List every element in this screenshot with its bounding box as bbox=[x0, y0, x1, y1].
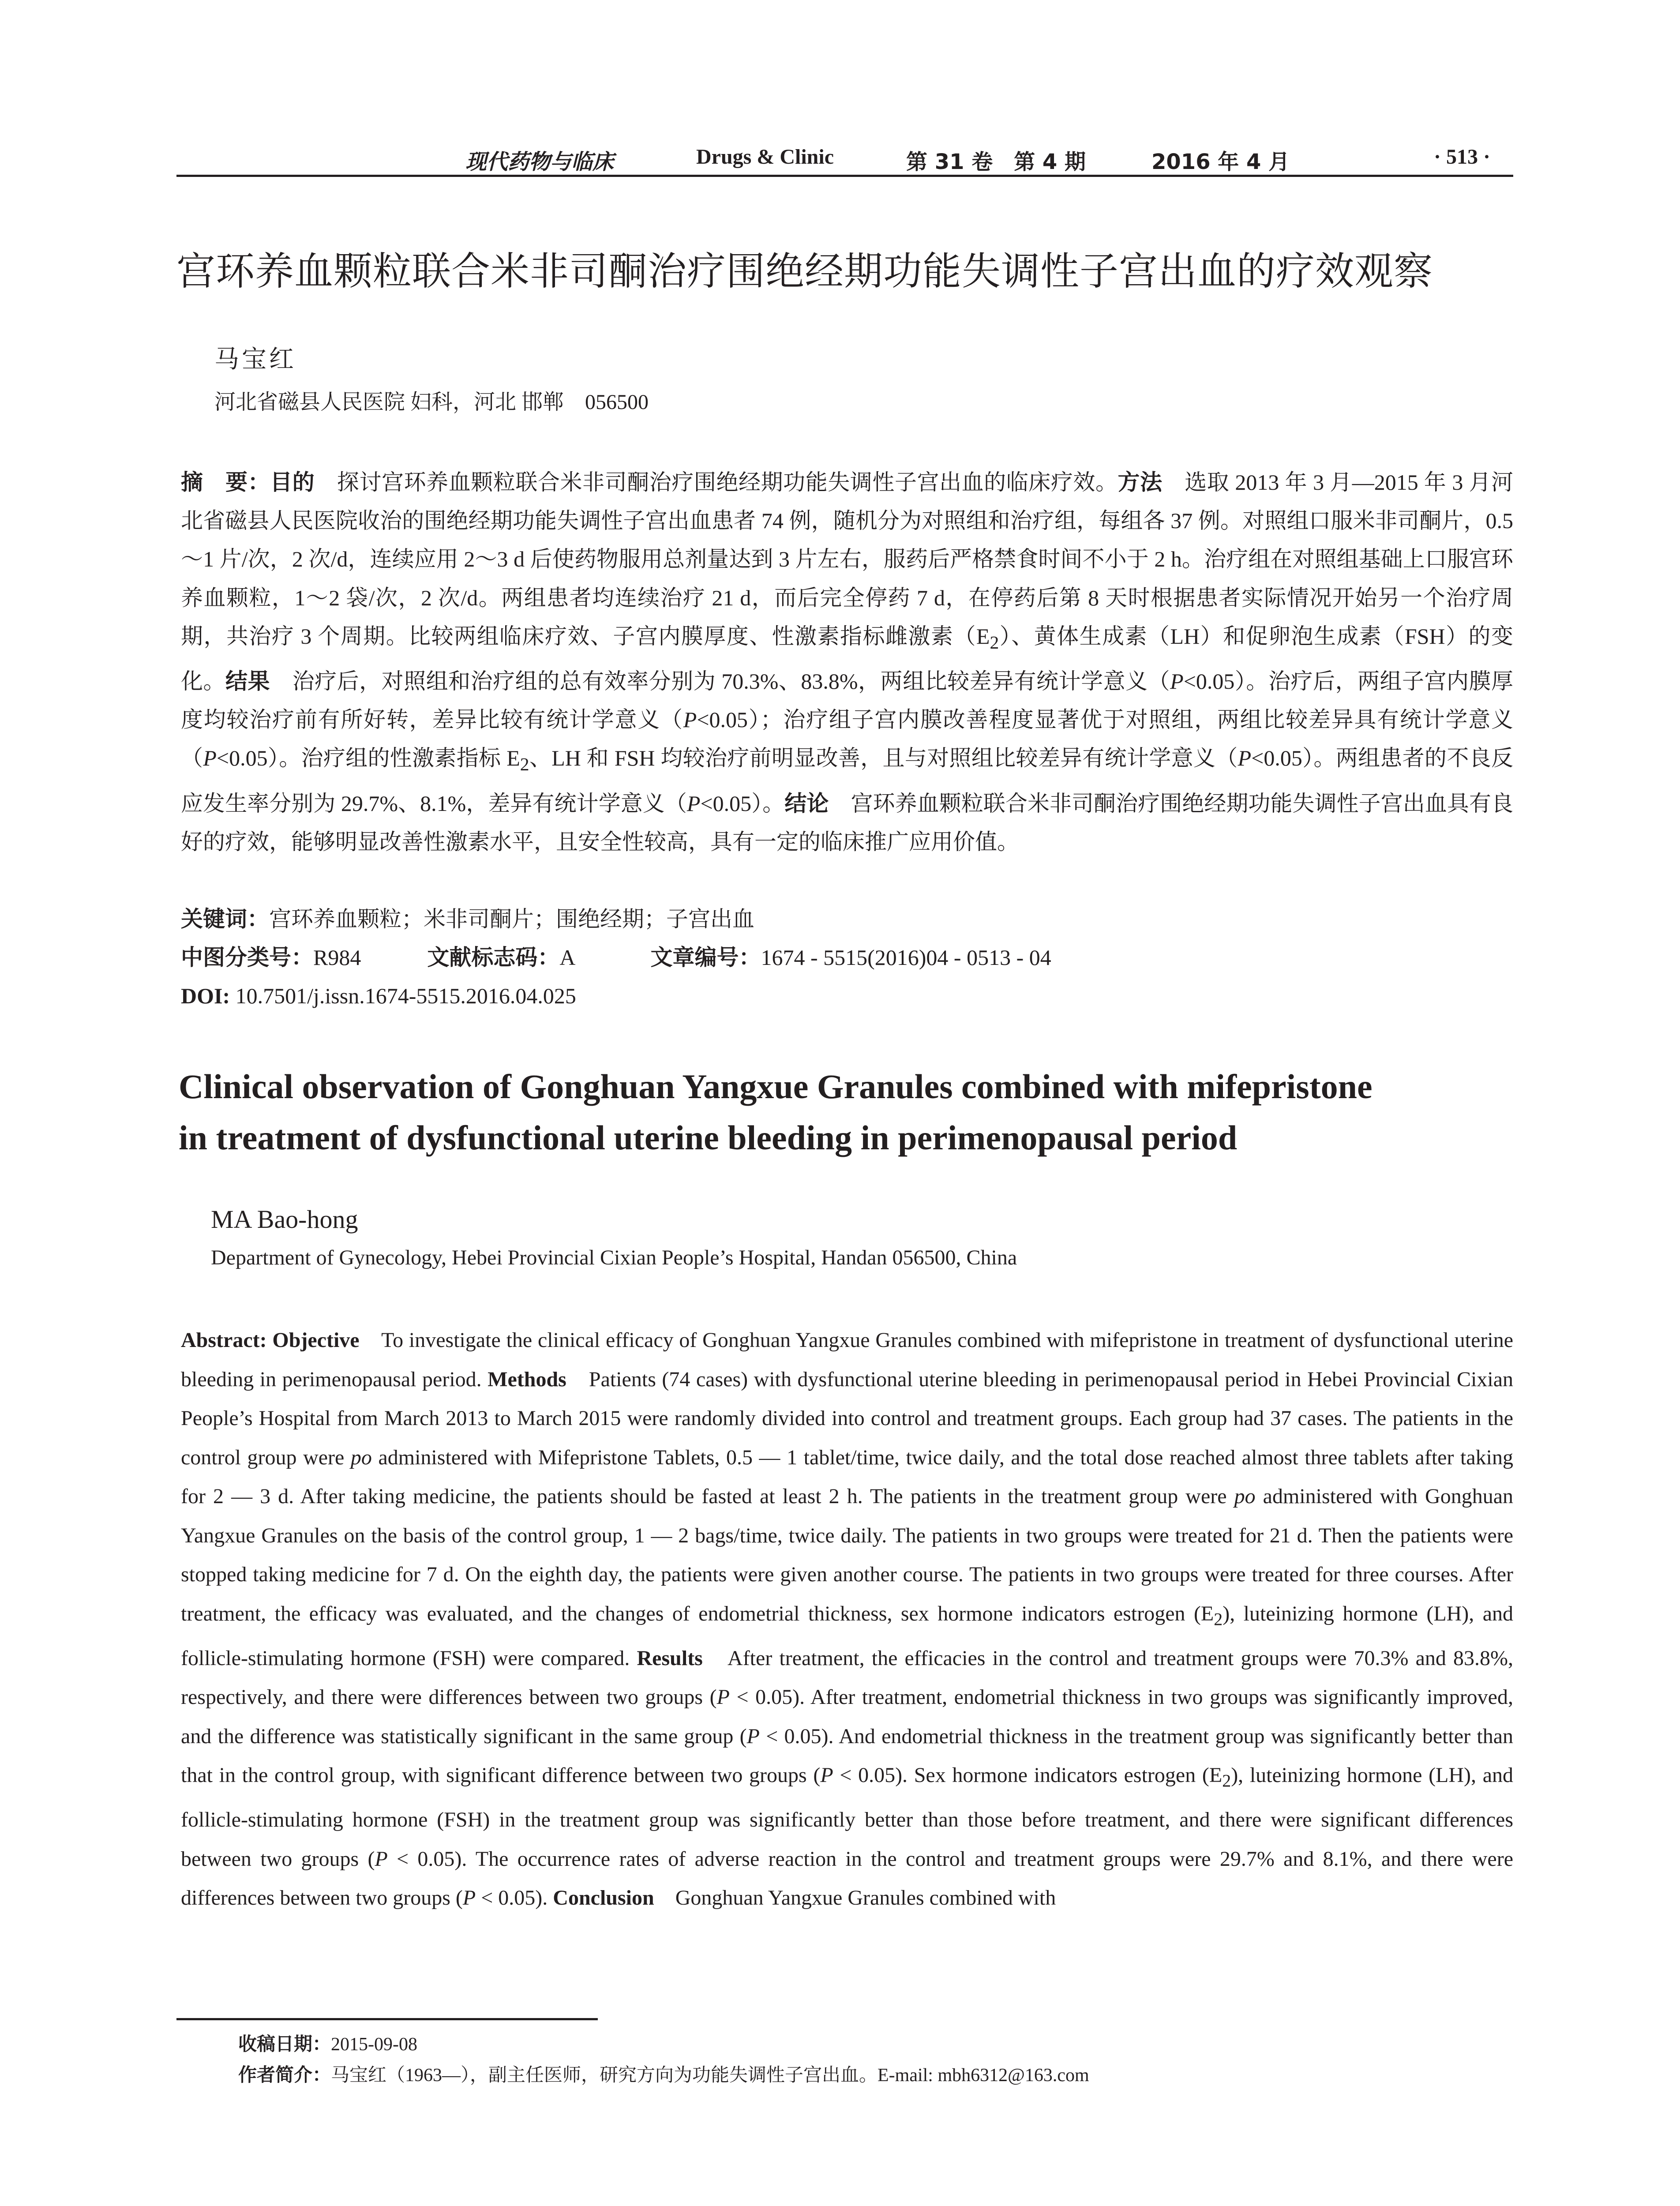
received-date bbox=[238, 2030, 417, 2056]
p-symbol: P bbox=[1238, 746, 1252, 771]
abstract-en-label: Abstract: Objective bbox=[181, 1328, 360, 1352]
received-label: 收稿日期： bbox=[238, 2033, 331, 2055]
subscript-2: 2 bbox=[990, 632, 999, 653]
subscript-2: 2 bbox=[1222, 1771, 1231, 1791]
results-text-cn: 治疗后，对照组和治疗组的总有效率分别为 70.3%、83.8%，两组比较差异有统计学意义（ bbox=[270, 669, 1170, 694]
title-en bbox=[179, 1061, 1524, 1163]
conclusion-label-en: Conclusion bbox=[553, 1886, 654, 1910]
volume-issue: 第 31 卷 第 4 期 bbox=[906, 150, 1086, 174]
results-label-cn: 结果 bbox=[225, 668, 270, 694]
results-text-en: < 0.05). The occurrence rates of adverse reaction in the control and treatment groups were 29.7% and 8.1%, and there were differences between two groups ( bbox=[181, 1847, 1514, 1910]
methods-text-en: administered with Gonghuan Yangxue Granules on the basis of the control group, 1 — 2 bags/time, twice daily. The patients in two groups were treated for 21 d. Then the patients were stopped taking medicine for 7 d. On the eighth day, the patients were given another course. The patients in two groups were treated for three courses. After treatment, the efficacy was evaluated, and the changes of endometrial thickness, sex hormone indicators estrogen (E bbox=[181, 1485, 1513, 1625]
methods-text-en: administered with Mifepristone Tablets, 0.5 — 1 tablet/time, twice daily, and the total dose reached almost three tablets after taking for 2 — 3 d. After taking medicine, the patients should be fasted at least 2 h. The patients in the treatment group were bbox=[181, 1445, 1514, 1508]
results-text-cn: <0.05）。治疗组的性激素指标 E bbox=[216, 746, 520, 771]
results-text-cn: <0.05）；治疗组子宫内膜改善程度显著优于对照组，两组比较差异具有统计学意义（ bbox=[181, 707, 1513, 771]
p-symbol: P bbox=[1170, 669, 1184, 694]
p-symbol: P bbox=[820, 1763, 833, 1787]
p-symbol: P bbox=[686, 791, 701, 816]
results-text-cn: <0.05）。 bbox=[700, 791, 785, 816]
running-header bbox=[176, 142, 1513, 177]
conclusion-label-cn: 结论 bbox=[784, 790, 829, 816]
methods-text-cn: 选取 2013 年 3 月—2015 年 3 月河北省磁县人民医院收治的围绝经期功能失调性子宫出血患者 74 例，随机分为对照组和治疗组，每组各 37 例。对照组口服米非司酮片，0.5～1 片/次，2 次/d，连续应用 2～3 d 后使药物服用总剂量达到 3 片左右，服药后严格禁食时间不小于 2 h。治疗组在对照组基础上口服宫环养血颗粒，1～2 袋/次，2 次/d。两组患者均连续治疗 21 d，而后完全停药 7 d，在停药后第 8 天时根据患者实际情况开始另一个治疗周期，共治疗 3 个周期。比较两组临床疗效、子宫内膜厚度、性激素指标雌激素（E bbox=[181, 470, 1514, 649]
results-text-en: < 0.05). After treatment, endometrial thickness in two groups was significantly improved, and the difference was statistically significant in the same group ( bbox=[181, 1685, 1513, 1748]
keywords: 宫环养血颗粒；米非司酮片；围绝经期；子宫出血 bbox=[269, 907, 754, 931]
objective-text-cn: 探讨宫环养血颗粒联合米非司酮治疗围绝经期功能失调性子宫出血的临床疗效。 bbox=[315, 470, 1118, 495]
p-symbol: P bbox=[746, 1724, 760, 1748]
abstract-cn-label: 摘 要： bbox=[181, 469, 270, 495]
methods-label-en: Methods bbox=[488, 1367, 566, 1391]
p-symbol: P bbox=[203, 746, 217, 771]
title-en-line: Clinical observation of Gonghuan Yangxue Granules combined with mifepristone bbox=[179, 1067, 1372, 1106]
results-text-en: < 0.05). bbox=[476, 1886, 553, 1910]
results-text-cn: 、LH 和 FSH 均较治疗前明显改善，且与对照组比较差异有统计学意义（ bbox=[529, 746, 1238, 771]
clc-number: R984 bbox=[313, 945, 361, 970]
results-label-en: Results bbox=[637, 1646, 703, 1670]
p-symbol: P bbox=[683, 707, 697, 732]
methods-text-en: Patients (74 cases) with dysfunctional uterine bleeding in perimenopausal period in Hebei Provincial Cixian People’s Hospital from March 2013 to March 2015 were randomly divided into control and treatment groups. Each group had 37 cases. The patients in the control group were bbox=[181, 1367, 1514, 1469]
doi-label: DOI: bbox=[181, 983, 230, 1008]
methods-tail-cn: ）、黄体生成素（LH）和促卵泡生成素（FSH）的变化。 bbox=[181, 623, 1514, 694]
p-symbol: P bbox=[462, 1886, 476, 1910]
results-text-en: ), luteinizing hormone (LH), and follicle-stimulating hormone (FSH) in the treatment group was significantly better than those before treatment, and there were significant differences between two groups ( bbox=[181, 1763, 1513, 1871]
keywords-label: 关键词： bbox=[181, 906, 269, 932]
document-code-label: 文献标志码： bbox=[427, 945, 560, 970]
objective-text-en: To investigate the clinical efficacy of Gonghuan Yangxue Granules combined with mifepristone in treatment of dysfunctional uterine bleeding in perimenopausal period. bbox=[181, 1328, 1514, 1391]
p-symbol: P bbox=[716, 1685, 730, 1709]
doi-row bbox=[181, 977, 1513, 1015]
abstract-en-body bbox=[181, 1321, 1513, 1918]
received-value: 2015-09-08 bbox=[331, 2034, 417, 2055]
keywords-row bbox=[181, 900, 1513, 938]
affiliation-en: Department of Gynecology, Hebei Provincial Cixian People’s Hospital, Handan 056500, China bbox=[211, 1246, 1017, 1269]
objective-label-cn: 目的 bbox=[270, 469, 315, 495]
subscript-2: 2 bbox=[520, 754, 529, 775]
abstract-en bbox=[181, 1321, 1513, 1918]
classification-row bbox=[181, 938, 1513, 977]
author-bio-text: 马宝红（1963—），副主任医师，研究方向为功能失调性子宫出血。E-mail: mbh6312@163.com bbox=[331, 2065, 1089, 2086]
conclusion-text-cn: 宫环养血颗粒联合米非司酮治疗围绝经期功能失调性子宫出血具有良好的疗效，能够明显改善性激素水平，且安全性较高，具有一定的临床推广应用价值。 bbox=[181, 791, 1513, 854]
article-metadata bbox=[181, 900, 1513, 1015]
author-cn: 马宝红 bbox=[214, 345, 296, 374]
author-bio-label: 作者简介： bbox=[238, 2064, 331, 2086]
results-text-en: < 0.05). Sex hormone indicators estrogen (E bbox=[833, 1763, 1222, 1787]
author-bio bbox=[238, 2060, 1089, 2087]
results-text-en: < 0.05). And endometrial thickness in the treatment group was significantly better than that in the control group, with significant difference between two groups ( bbox=[181, 1724, 1513, 1787]
results-text-en: After treatment, the efficacies in the control and treatment groups were 70.3% and 83.8%, respectively, and there were differences between two groups ( bbox=[181, 1646, 1513, 1709]
po-term: po bbox=[1234, 1485, 1256, 1508]
title-en-line: in treatment of dysfunctional uterine bleeding in perimenopausal period bbox=[179, 1118, 1238, 1157]
title-cn: 宫环养血颗粒联合米非司酮治疗围绝经期功能失调性子宫出血的疗效观察 bbox=[176, 248, 1433, 294]
results-text-cn: <0.05）。两组患者的不良反应发生率分别为 29.7%、8.1%，差异有统计学意义（ bbox=[181, 746, 1514, 816]
p-symbol: P bbox=[375, 1847, 388, 1871]
affiliation-cn: 河北省磁县人民医院 妇科，河北 邯郸 056500 bbox=[214, 390, 649, 414]
journal-name-en: Drugs & Clinic bbox=[696, 145, 834, 169]
conclusion-text-en: Gonghuan Yangxue Granules combined with bbox=[654, 1886, 1056, 1910]
issue-date: 2016 年 4 月 bbox=[1151, 150, 1290, 174]
doi-link[interactable]: 10.7501/j.issn.1674-5515.2016.04.025 bbox=[230, 983, 576, 1008]
methods-label-cn: 方法 bbox=[1118, 469, 1162, 495]
abstract-cn-body bbox=[181, 463, 1513, 861]
document-code: A bbox=[559, 945, 576, 970]
author-en: MA Bao-hong bbox=[211, 1205, 358, 1234]
journal-name-cn: 现代药物与临床 bbox=[465, 150, 614, 174]
page-number: · 513 · bbox=[1434, 145, 1491, 169]
po-term: po bbox=[350, 1445, 372, 1469]
footnote-divider bbox=[176, 2018, 598, 2020]
clc-label: 中图分类号： bbox=[181, 945, 313, 970]
methods-text-en: ), luteinizing hormone (LH), and follicle-stimulating hormone (FSH) were compared. bbox=[181, 1602, 1513, 1670]
subscript-2: 2 bbox=[1214, 1609, 1223, 1629]
abstract-cn bbox=[181, 463, 1513, 861]
article-number-label: 文章编号： bbox=[650, 945, 761, 970]
article-number: 1674 - 5515(2016)04 - 0513 - 04 bbox=[761, 945, 1051, 970]
results-text-cn: <0.05）。治疗后，两组子宫内膜厚度均较治疗前有所好转，差异比较有统计学意义（ bbox=[181, 669, 1514, 732]
